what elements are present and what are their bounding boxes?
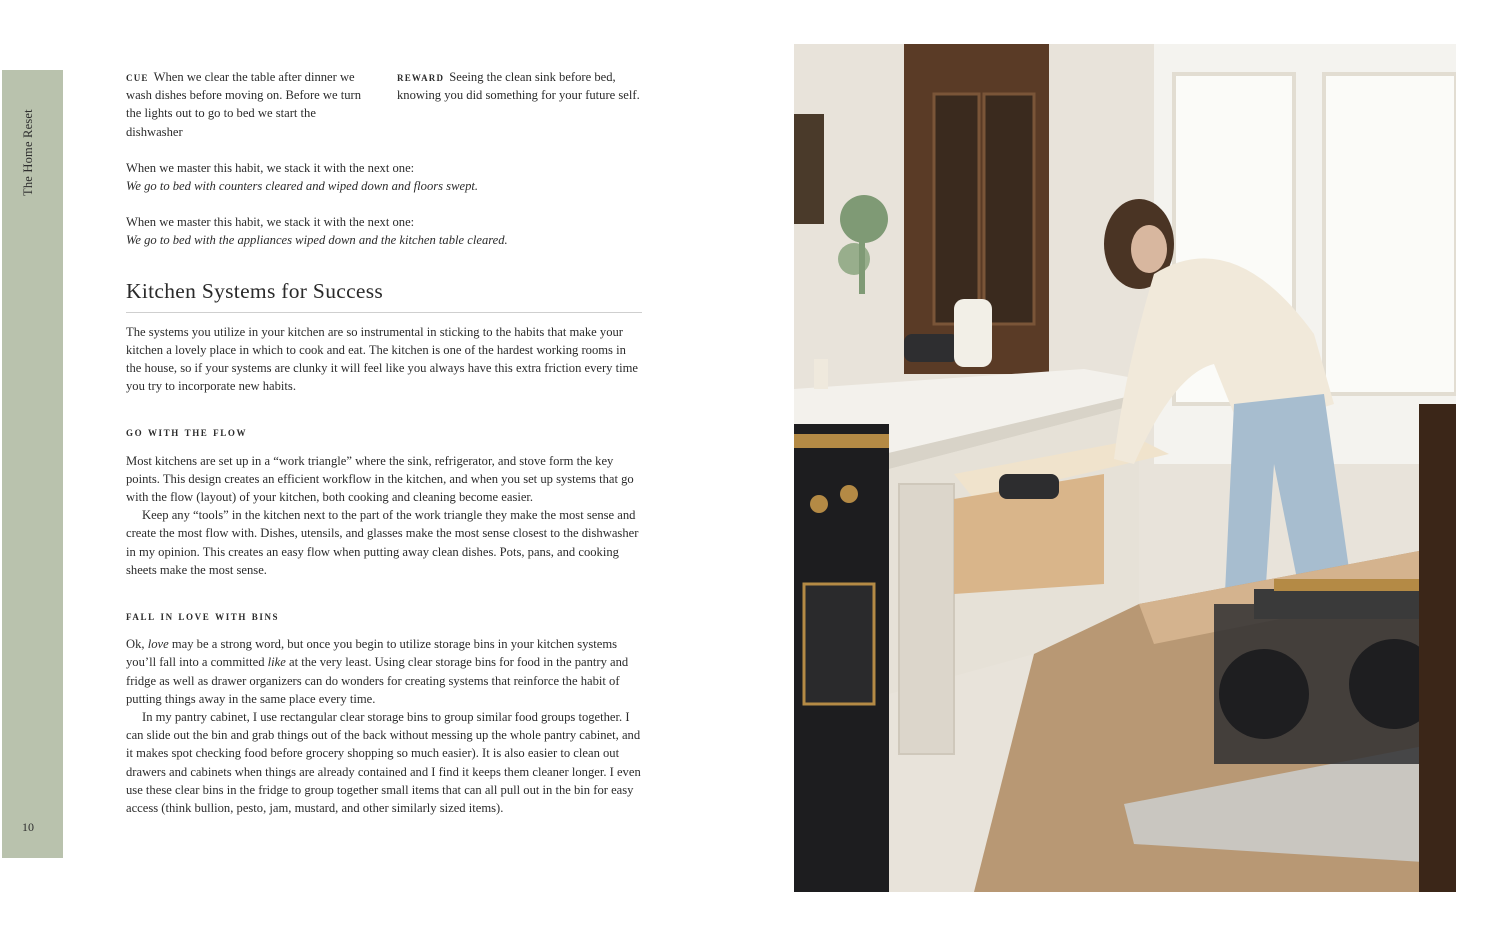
- page-number: 10: [22, 820, 34, 834]
- text-column: [126, 68, 642, 817]
- flow-paragraph-2: Keep any “tools” in the kitchen next to the part of the work triangle they make the most sense and create the most flow with. Dishes, utensils, and glasses make the most sense closest to the dishwasher in my opinion. This creates an easy flow when putting away clean dishes. Pots, pans, and cooking sheets make the most sense.: [126, 508, 639, 577]
- emphasis-love: love: [147, 637, 169, 652]
- stack-lead: When we master this habit, we stack it with the next one:: [126, 215, 415, 230]
- cue-reward-row: [126, 68, 642, 141]
- cue-paragraph: [126, 68, 371, 141]
- kitchen-photo: [794, 44, 1456, 892]
- subhead-bins: fall in love with bins: [126, 609, 280, 624]
- habit-stack-1: [126, 159, 642, 195]
- stack-habit: We go to bed with the appliances wiped down and the kitchen table cleared.: [126, 233, 508, 248]
- bins-paragraph-1: Ok, love may be a strong word, but once you begin to utilize storage bins in your kitchen systems you’ll fall into a committed like at the very least. Using clear storage bins for food in the pantry and fridge as well as drawer organizers can do wonders for creating systems that reinforce the habit of putting things away in the same place every time.: [126, 637, 629, 706]
- cue-label: cue: [126, 70, 149, 84]
- habit-stack-2: [126, 213, 642, 249]
- section-intro: The systems you utilize in your kitchen are so instrumental in sticking to the habits that make your kitchen a lovely place in which to cook and eat. The kitchen is one of the hardest working rooms in the house, so if your systems are clunky it will feel like you always have this extra friction every time you try to incorporate new habits.: [126, 324, 639, 394]
- cue-text: When we clear the table after dinner we wash dishes before moving on. Before we turn the lights out to go to bed we start the dishwasher: [126, 70, 362, 139]
- reward-paragraph: [397, 68, 642, 141]
- subhead-flow: go with the flow: [126, 425, 248, 440]
- reward-label: reward: [397, 70, 445, 84]
- running-head: The Home Reset: [21, 109, 35, 196]
- emphasis-like: like: [267, 655, 286, 670]
- section-title: Kitchen Systems for Success: [126, 278, 642, 313]
- flow-paragraph-1: Most kitchens are set up in a “work triangle” where the sink, refrigerator, and stove form the key points. This design creates an efficient workflow in the kitchen, and when you set up systems that go with the flow (layout) of your kitchen, both cooking and cleaning become easier.: [126, 453, 634, 505]
- bins-paragraph-2: In my pantry cabinet, I use rectangular clear storage bins to group similar food groups together. I can slide out the bin and grab things out of the back without messing up the whole pantry cabinet, and it makes spot checking food before grocery shopping so much easier). It is also easier to clean out drawers and cabinets when things are already contained and I find it keeps them cleaner longer. I even use these clear bins in the fridge to group together small items that can all pull out in the bin for easy access (think bullion, pesto, jam, mustard, and other similarly sized items).: [126, 710, 641, 816]
- reward-text: Seeing the clean sink before bed, knowing you did something for your future self.: [397, 70, 640, 103]
- stack-habit: We go to bed with counters cleared and wiped down and floors swept.: [126, 179, 479, 194]
- stack-lead: When we master this habit, we stack it with the next one:: [126, 160, 415, 175]
